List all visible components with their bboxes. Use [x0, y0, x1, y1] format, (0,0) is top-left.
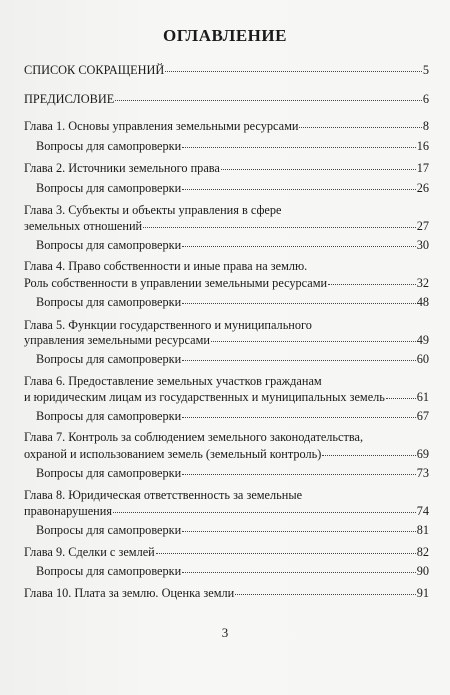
toc-entry-chapter-5: управления земельными ресурсами 49 — [24, 333, 429, 347]
leader-dots — [182, 303, 415, 304]
toc-entry-chapter-9-questions: Вопросы для самопроверки 90 — [36, 564, 429, 578]
toc-chapter-7-title-line: Глава 7. Контроль за соблюдением земельного законодательства, — [24, 430, 364, 444]
leader-dots — [221, 169, 416, 170]
leader-dots — [182, 417, 415, 418]
toc-entry-chapter-7: охраной и использованием земель (земельный контроль) 69 — [24, 447, 429, 461]
toc-entry-chapter-4: Роль собственности в управлении земельными ресурсами 32 — [24, 276, 429, 290]
toc-entry-chapter-1: Глава 1. Основы управления земельными ресурсами 8 — [24, 119, 429, 133]
toc-entry-chapter-7-questions: Вопросы для самопроверки 73 — [36, 466, 429, 480]
toc-chapter-4-title-line: Глава 4. Право собственности и иные права на землю. — [24, 259, 308, 273]
leader-dots — [113, 512, 416, 513]
leader-dots — [322, 455, 415, 456]
leader-dots — [299, 127, 421, 128]
leader-dots — [386, 398, 416, 399]
toc-chapter-3-title-line: Глава 3. Субъекты и объекты управления в сфере — [24, 203, 282, 217]
toc-entry-chapter-2: Глава 2. Источники земельного права 17 — [24, 161, 429, 175]
leader-dots — [182, 531, 415, 532]
toc-entry-chapter-3-questions: Вопросы для самопроверки 30 — [36, 238, 429, 252]
toc-entry-chapter-6: и юридическим лицам из государственных и муниципальных земель 61 — [24, 390, 429, 404]
toc-chapter-6-title-line: Глава 6. Предоставление земельных участков гражданам — [24, 374, 322, 388]
leader-dots — [156, 553, 416, 554]
toc-entry-chapter-6-questions: Вопросы для самопроверки 67 — [36, 409, 429, 423]
leader-dots — [182, 360, 415, 361]
leader-dots — [182, 189, 415, 190]
toc-entry-chapter-8-questions: Вопросы для самопроверки 81 — [36, 523, 429, 537]
toc-entry-chapter-8: правонарушения 74 — [24, 504, 429, 518]
toc-entry-chapter-10: Глава 10. Плата за землю. Оценка земли 91 — [24, 586, 429, 600]
toc-entry-chapter-1-questions: Вопросы для самопроверки 16 — [36, 139, 429, 153]
page-title: ОГЛАВЛЕНИЕ — [163, 26, 287, 45]
page-number: 3 — [221, 625, 229, 640]
leader-dots — [182, 147, 415, 148]
toc-entry-chapter-4-questions: Вопросы для самопроверки 48 — [36, 295, 429, 309]
leader-dots — [235, 594, 415, 595]
leader-dots — [182, 246, 415, 247]
toc-chapter-5-title-line: Глава 5. Функции государственного и муниципального — [24, 318, 312, 332]
toc-entry-chapter-2-questions: Вопросы для самопроверки 26 — [36, 181, 429, 195]
leader-dots — [328, 284, 416, 285]
toc-entry-chapter-9: Глава 9. Сделки с землей 82 — [24, 545, 429, 559]
leader-dots — [182, 572, 415, 573]
toc-entry-chapter-3: земельных отношений 27 — [24, 219, 429, 233]
leader-dots — [211, 341, 416, 342]
toc-entry-preface: ПРЕДИСЛОВИЕ 6 — [24, 92, 429, 106]
toc-entry-abbreviations: СПИСОК СОКРАЩЕНИЙ 5 — [24, 63, 429, 77]
leader-dots — [115, 100, 422, 101]
leader-dots — [165, 71, 422, 72]
leader-dots — [182, 474, 415, 475]
toc-chapter-8-title-line: Глава 8. Юридическая ответственность за земельные — [24, 488, 303, 502]
toc-entry-chapter-5-questions: Вопросы для самопроверки 60 — [36, 352, 429, 366]
leader-dots — [143, 227, 416, 228]
